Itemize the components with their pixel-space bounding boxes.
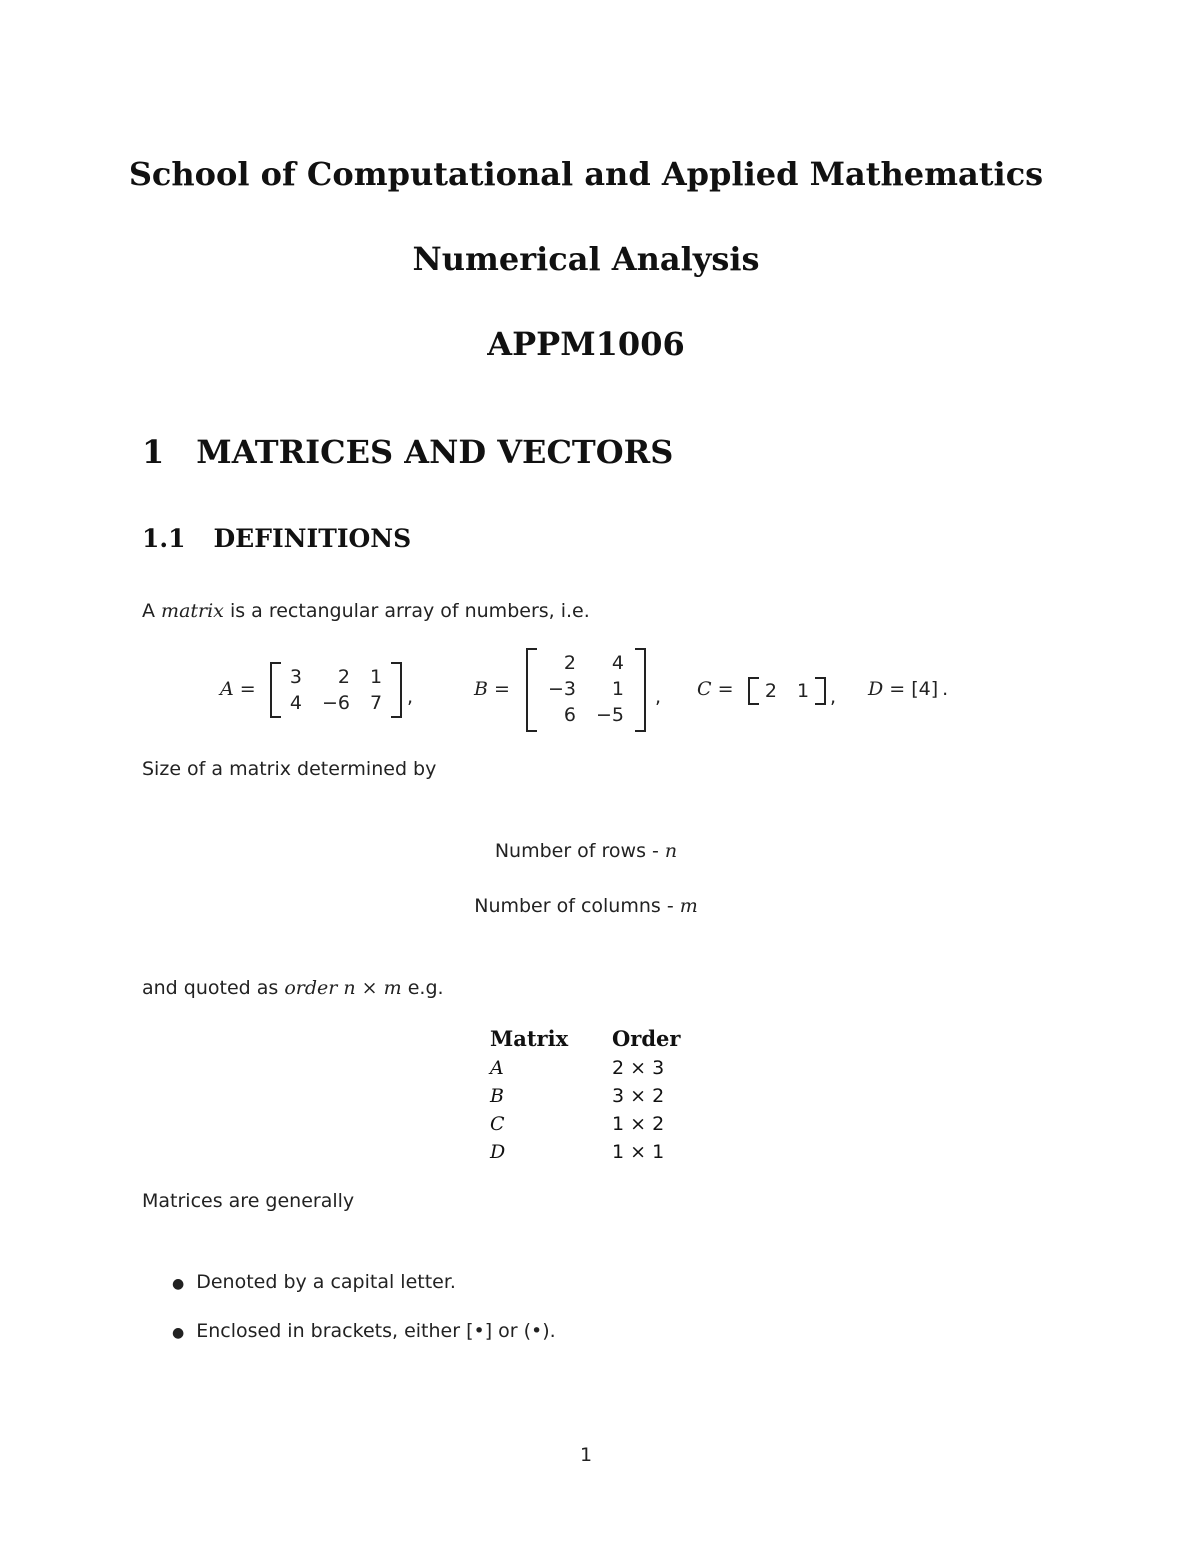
order-table xyxy=(490,1022,680,1166)
order-table-row xyxy=(490,1054,680,1082)
cols-text: Number of columns - xyxy=(474,895,680,917)
matrix-c-row xyxy=(755,678,819,704)
bullet-icon: ● xyxy=(172,1276,185,1292)
order-paragraph xyxy=(142,977,444,999)
matrix-cell: 1 xyxy=(797,680,810,702)
matrix-a-name: A xyxy=(220,678,234,700)
matrix-d-label xyxy=(868,678,948,700)
order-table-header-cell: Order xyxy=(612,1025,681,1051)
course-title: Numerical Analysis xyxy=(412,240,760,278)
matrix-b-left-bracket xyxy=(526,648,537,732)
rows-text: Number of rows - xyxy=(494,840,665,862)
page-number: 1 xyxy=(579,1444,593,1466)
size-lead: Size of a matrix determined by xyxy=(142,758,437,780)
order-table-header-cell: Matrix xyxy=(490,1025,569,1051)
list-item-text: Enclosed in brackets, either [•] or (•). xyxy=(196,1320,556,1342)
order-after: e.g. xyxy=(401,977,444,999)
matrix-cell: 1 xyxy=(611,678,625,700)
section-number: 1 xyxy=(142,433,165,471)
matrix-c-label xyxy=(697,678,734,700)
matrix-a-comma: , xyxy=(407,686,414,708)
list-item xyxy=(172,1271,456,1293)
intro-term: matrix xyxy=(161,600,224,622)
matrix-d-equals: = xyxy=(889,678,906,700)
order-table-cell: D xyxy=(490,1141,506,1163)
matrix-b-name: B xyxy=(474,678,488,700)
order-table-cell: 3 × 2 xyxy=(612,1085,665,1107)
matrix-c-left-bracket xyxy=(748,677,759,705)
list-item xyxy=(172,1320,556,1342)
order-formula: n × m xyxy=(343,977,402,999)
matrix-cell: 2 xyxy=(337,666,350,688)
matrix-a-row xyxy=(280,690,392,716)
matrix-d-period: . xyxy=(942,678,949,700)
subsection-number: 1.1 xyxy=(142,524,186,553)
matrix-cell: 7 xyxy=(370,692,383,714)
rows-line xyxy=(0,840,1172,862)
matrix-cell: 2 xyxy=(764,680,777,702)
order-table-row xyxy=(490,1110,680,1138)
order-before: and quoted as xyxy=(142,977,285,999)
order-table-cell: 1 × 1 xyxy=(612,1141,665,1163)
matrix-cell: 4 xyxy=(611,652,625,674)
matrix-a-equals: = xyxy=(239,678,256,700)
order-table-cell: 1 × 2 xyxy=(612,1113,665,1135)
cols-line xyxy=(0,895,1172,917)
order-table-header xyxy=(490,1022,680,1054)
matrix-cell: −5 xyxy=(596,704,625,726)
matrix-cell: 3 xyxy=(289,666,302,688)
matrix-cell: 2 xyxy=(563,652,576,674)
order-table-row xyxy=(490,1082,680,1110)
subsection-title: DEFINITIONS xyxy=(213,524,412,553)
course-code: APPM1006 xyxy=(487,325,685,363)
matrix-cell: −6 xyxy=(321,692,350,714)
matrix-cell: 6 xyxy=(563,704,576,726)
matrix-d-value: [4] xyxy=(911,678,939,700)
matrix-a xyxy=(270,662,402,718)
generally-lead: Matrices are generally xyxy=(142,1190,355,1212)
matrix-cell: −3 xyxy=(547,678,576,700)
matrix-b-comma: , xyxy=(655,686,662,708)
matrix-b xyxy=(526,648,646,732)
list-item-text: Denoted by a capital letter. xyxy=(196,1271,456,1293)
section-heading xyxy=(142,433,673,471)
matrix-c-right-bracket xyxy=(815,677,826,705)
matrix-b-row xyxy=(538,676,634,702)
matrix-a-left-bracket xyxy=(270,662,281,718)
matrix-d-name: D xyxy=(868,678,884,700)
intro-before: A xyxy=(142,600,162,622)
order-table-cell: 2 × 3 xyxy=(612,1057,665,1079)
cols-var: m xyxy=(679,895,698,917)
rows-var: n xyxy=(664,840,678,862)
order-table-cell: B xyxy=(490,1085,504,1107)
matrix-cell: 1 xyxy=(370,666,383,688)
matrix-b-label xyxy=(474,678,510,700)
school-title: School of Computational and Applied Mathematics xyxy=(128,155,1044,193)
matrix-c-comma: , xyxy=(830,686,837,708)
matrix-a-label xyxy=(220,678,256,700)
subsection-heading xyxy=(142,524,411,553)
matrix-c-equals: = xyxy=(717,678,734,700)
matrix-b-row xyxy=(538,702,634,728)
matrix-a-row xyxy=(280,664,392,690)
matrix-b-equals: = xyxy=(494,678,510,700)
order-table-cell: C xyxy=(490,1113,505,1135)
bullet-icon: ● xyxy=(172,1325,185,1341)
matrix-c-name: C xyxy=(697,678,712,700)
section-title: MATRICES AND VECTORS xyxy=(196,433,674,471)
intro-after: is a rectangular array of numbers, i.e. xyxy=(223,600,590,622)
matrix-c xyxy=(748,677,826,705)
matrix-cell: 4 xyxy=(289,692,302,714)
matrix-a-right-bracket xyxy=(391,662,402,718)
matrix-b-row xyxy=(538,650,634,676)
order-table-cell: A xyxy=(490,1057,504,1079)
intro-paragraph xyxy=(142,600,590,622)
order-table-row xyxy=(490,1138,680,1166)
order-term: order xyxy=(284,977,338,999)
matrix-b-right-bracket xyxy=(635,648,646,732)
